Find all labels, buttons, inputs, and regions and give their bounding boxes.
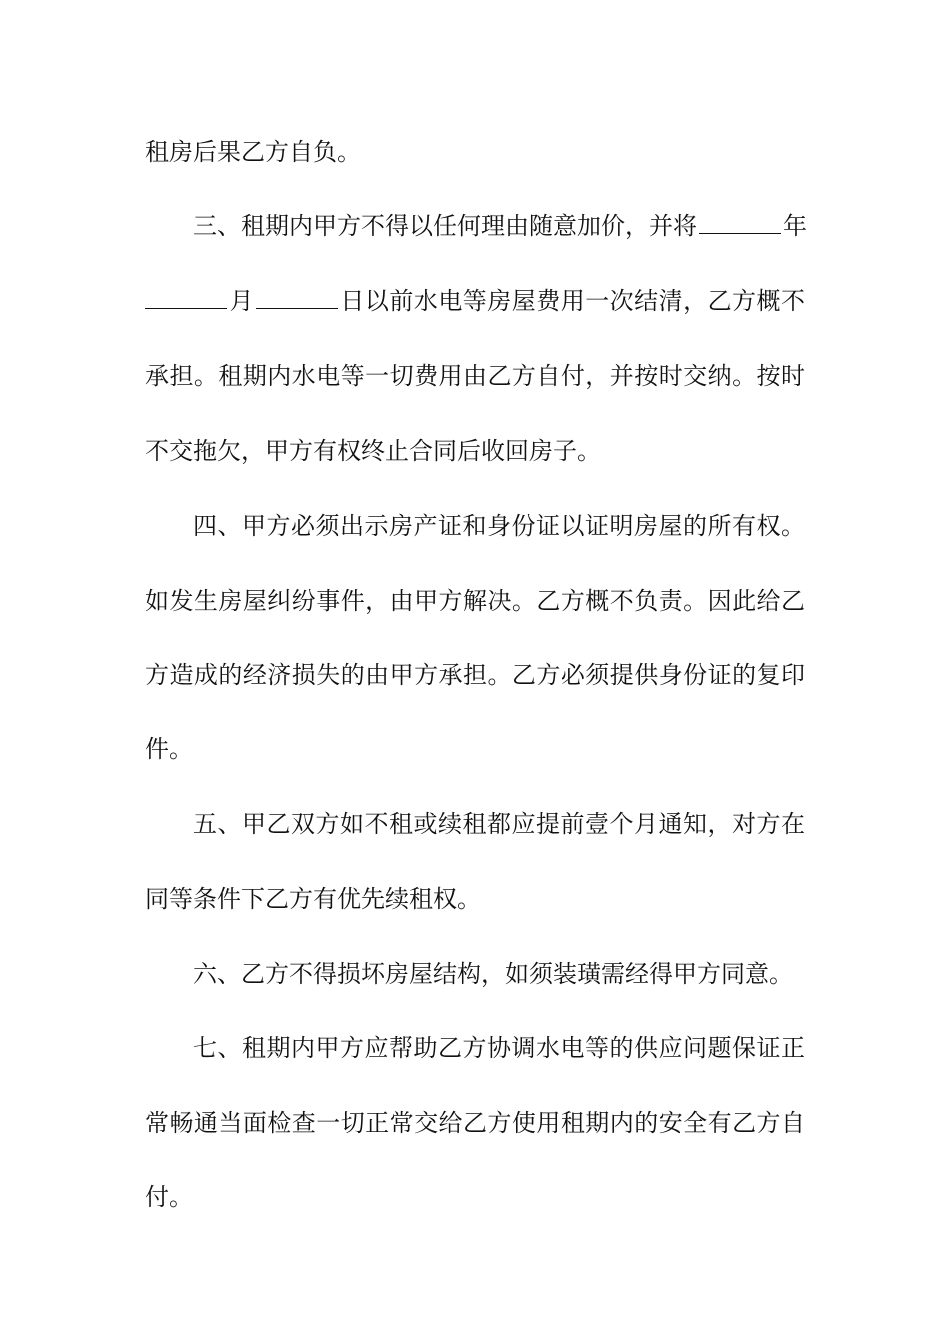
clause-3-line-1 (193, 210, 805, 242)
clause-3-line-4: 不交拖欠，甲方有权终止合同后收回房子。 (145, 437, 601, 465)
blank-field-year (699, 211, 781, 234)
clause-7-line-2: 常畅通当面检查一切正常交给乙方使用租期内的安全有乙方自 (145, 1109, 805, 1137)
text-segment: 年 (783, 212, 807, 240)
blank-field-month (145, 286, 227, 309)
clause-5-line-1: 五、甲乙双方如不租或续租都应提前壹个月通知，对方在 (193, 810, 805, 838)
clause-4-line-2: 如发生房屋纠纷事件，由甲方解决。乙方概不负责。因此给乙 (145, 587, 805, 615)
text-segment: 日以前水电等房屋费用一次结清，乙方概不 (339, 287, 805, 315)
text-segment: 三、租期内甲方不得以任何理由随意加价，并将 (193, 212, 697, 240)
clause-3-line-2 (145, 285, 805, 317)
clause-6-line-1: 六、乙方不得损坏房屋结构，如须装璜需经得甲方同意。 (193, 960, 793, 988)
clause-7-line-3: 付。 (145, 1183, 193, 1211)
text-segment: 月 (229, 287, 254, 315)
clause-3-line-3: 承担。租期内水电等一切费用由乙方自付，并按时交纳。按时 (145, 362, 805, 390)
clause-4-line-1: 四、甲方必须出示房产证和身份证以证明房屋的所有权。 (193, 512, 805, 540)
clause-4-line-4: 件。 (145, 735, 193, 763)
clause-7-line-1: 七、租期内甲方应帮助乙方协调水电等的供应问题保证正 (193, 1034, 805, 1062)
clause-5-line-2: 同等条件下乙方有优先续租权。 (145, 885, 481, 913)
clause-4-line-3: 方造成的经济损失的由甲方承担。乙方必须提供身份证的复印 (145, 661, 805, 689)
blank-field-day (256, 286, 338, 309)
text-line: 租房后果乙方自负。 (145, 138, 361, 166)
